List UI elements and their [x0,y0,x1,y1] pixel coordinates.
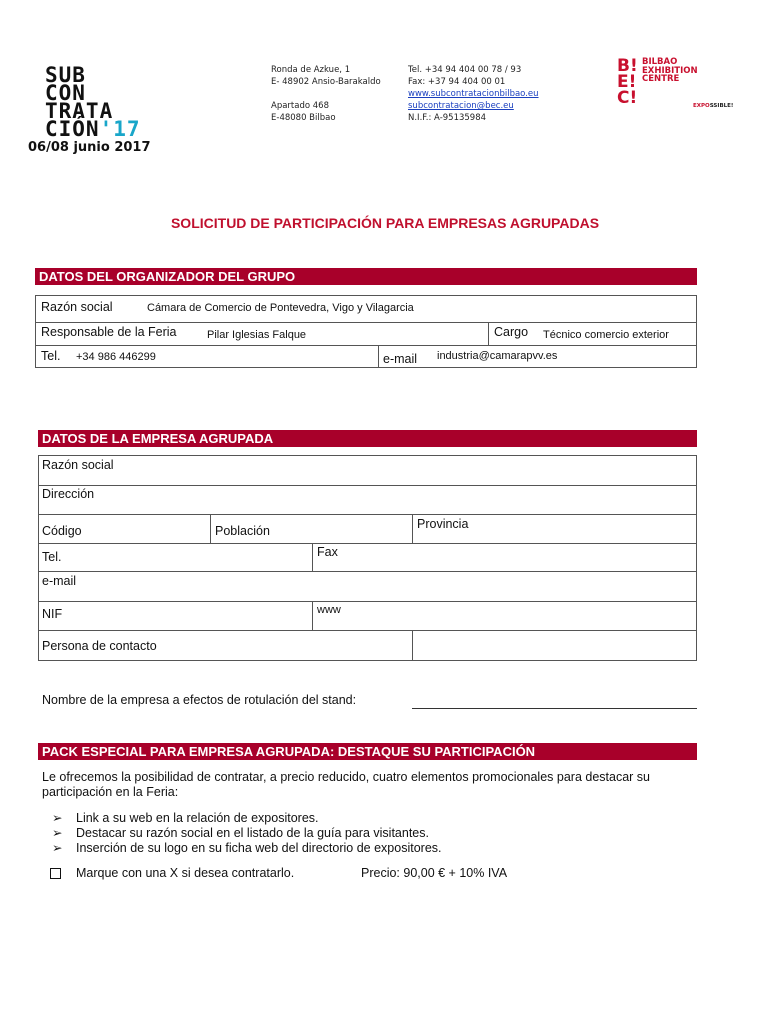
www-label: www [317,604,341,616]
address-line: E- 48902 Ansio-Barakaldo [271,77,381,87]
org-tel-label: Tel. [41,349,61,363]
table-border [38,630,697,631]
table-border [35,295,36,367]
address-line [271,88,381,100]
list-item-text: Link a su web en la relación de expositores. [76,811,319,825]
list-item-text: Destacar su razón social en el listado de la guía para visitantes. [76,826,429,840]
table-border [412,514,413,543]
fax-label: Fax [317,545,338,559]
bec-text-line: CENTRE [642,74,680,84]
event-dates: 06/08 junio 2017 [28,140,151,155]
table-border [35,345,697,346]
table-border [312,543,313,571]
pack-section-heading: PACK ESPECIAL PARA EMPRESA AGRUPADA: DESTAQUE SU PARTICIPACIÓN [38,743,697,760]
contact-block [408,64,539,124]
exposible-logo [693,103,733,109]
address-block [271,64,381,124]
bec-letter: B! [617,56,638,76]
page-title: SOLICITUD DE PARTICIPACIÓN PARA EMPRESAS AGRUPADAS [170,215,600,231]
table-border [38,455,697,456]
bec-letter: C! [617,88,638,108]
contacto-label: Persona de contacto [42,639,157,653]
org-tel-value[interactable]: +34 986 446299 [76,351,156,363]
arrow-bullet-icon: ➢ [52,826,63,840]
org-responsable-value[interactable]: Pilar Iglesias Falque [207,329,307,341]
contract-checkbox[interactable] [50,868,61,879]
table-border [312,601,313,630]
table-border [38,660,697,661]
pack-items-list [52,811,442,856]
expo-red: EXPO [693,103,710,109]
list-item [52,811,442,826]
table-border [378,345,379,367]
list-item [52,826,442,841]
arrow-bullet-icon: ➢ [52,811,63,825]
org-razon-value[interactable]: Cámara de Comercio de Pontevedra, Vigo y Vilagarcia [147,302,414,314]
org-responsable-label: Responsable de la Feria [41,325,177,339]
email-link[interactable]: subcontratacion@bec.eu [408,101,514,111]
tel-label: Tel. [42,550,62,564]
table-border [35,367,697,368]
expo-dark: SSIBLE! [709,103,734,109]
table-border [38,455,39,660]
logo-line-1: SUB [45,63,86,87]
contact-fax: Fax: +37 94 404 00 01 [408,77,506,87]
nif-label: NIF [42,607,63,621]
direccion-label: Dirección [42,487,95,501]
logo-line-4: CIÓN [45,117,100,141]
logo-line-2: CON [45,81,86,105]
bec-text-line: BILBAO [642,57,678,67]
website-link[interactable]: www.subcontratacionbilbao.eu [408,89,539,99]
table-border [35,322,697,323]
list-item-text: Inserción de su logo en su ficha web del directorio de expositores. [76,841,442,855]
codigo-label: Código [42,524,82,538]
org-email-value[interactable]: industria@camarapvv.es [437,350,558,362]
table-border [210,514,211,543]
table-border [696,295,697,367]
org-cargo-label: Cargo [494,325,529,339]
address-line: Ronda de Azkue, 1 [271,65,351,75]
company-section-heading: DATOS DE LA EMPRESA AGRUPADA [38,430,697,447]
bec-letter: E! [617,72,637,92]
table-border [38,543,697,544]
bec-logo-letters [617,58,638,106]
address-line: Apartado 468 [271,101,329,111]
bec-logo-text [642,58,698,84]
price-text: Precio: 90,00 € + 10% IVA [361,866,508,880]
pack-intro: Le ofrecemos la posibilidad de contratar, a precio reducido, cuatro elementos promocionales para destacar su participación en la Feria: [42,770,650,799]
table-border [38,571,697,572]
org-email-label: e-mail [383,352,418,366]
bec-text-line: EXHIBITION [642,65,698,76]
email-label: e-mail [42,574,77,588]
stand-name-label: Nombre de la empresa a efectos de rotulación del stand: [42,693,357,707]
logo-year: '17 [99,117,141,141]
table-border [412,630,413,660]
stand-name-field[interactable] [412,708,697,709]
table-border [38,485,697,486]
contact-tel: Tel. +34 94 404 00 78 / 93 [408,65,522,75]
poblacion-label: Población [215,524,270,538]
list-item [52,841,442,856]
organizer-section-heading: DATOS DEL ORGANIZADOR DEL GRUPO [35,268,697,285]
logo-line-3: TRATA [45,99,114,123]
razon-social-label: Razón social [42,458,114,472]
table-border [38,601,697,602]
logo-line-4-wrap [45,117,141,141]
provincia-label: Provincia [417,517,469,531]
checkbox-label: Marque con una X si desea contratarlo. [76,866,295,880]
arrow-bullet-icon: ➢ [52,841,63,855]
address-line: E-48080 Bilbao [271,113,336,123]
contact-nif: N.I.F.: A-95135984 [408,113,487,123]
table-border [38,514,697,515]
org-razon-label: Razón social [41,300,113,314]
org-cargo-value[interactable]: Técnico comercio exterior [543,329,669,341]
table-border [35,295,697,296]
table-border [488,322,489,345]
table-border [696,455,697,660]
